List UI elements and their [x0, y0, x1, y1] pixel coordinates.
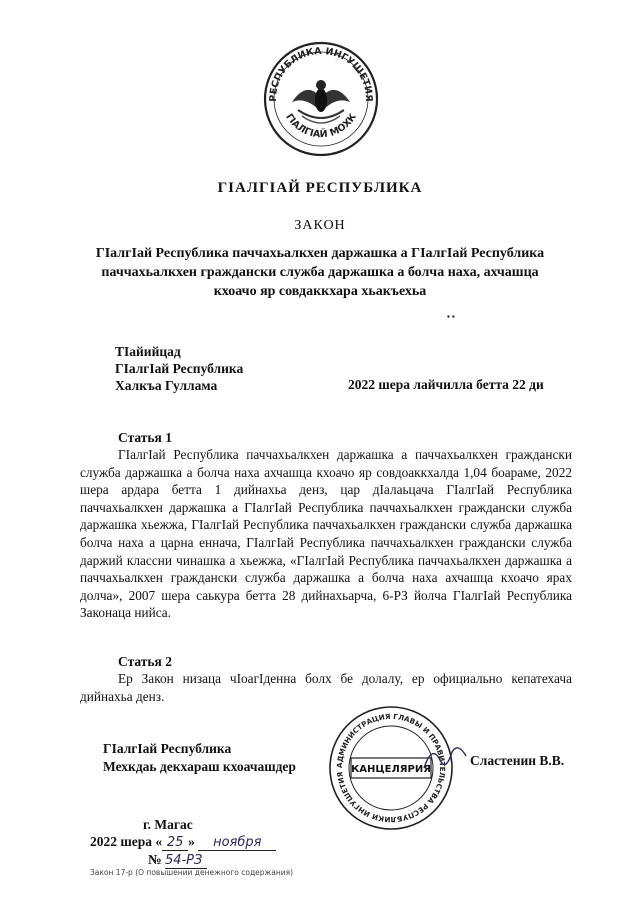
- number-prefix: №: [148, 852, 162, 867]
- law-title-line: паччахьалкхен граждански служба даржашка а болча наха, ахчашца: [101, 265, 539, 280]
- date-day: 25: [162, 835, 188, 851]
- article-1-heading: Статья 1: [118, 430, 172, 445]
- adoption-block: [115, 343, 243, 394]
- adoption-line: Халкъа Гуллама: [115, 378, 218, 393]
- svg-text:ГӀАЛГӀАЙ МОХК: [283, 112, 359, 141]
- republic-name: ГIАЛГIАЙ РЕСПУБЛИКА: [217, 180, 423, 196]
- stray-mark: ▪ ▪: [447, 312, 455, 321]
- eagle-icon: [292, 80, 350, 123]
- law-title-line: ГIалгIай Республика паччахьалкхен даржашка а ГIалгIай Республика: [95, 246, 545, 261]
- signing-date: [90, 834, 276, 851]
- adoption-line: ТIайийцад: [115, 344, 181, 359]
- signatory-position: [103, 740, 296, 776]
- emblem-bottom-text: ГӀАЛГӀАЙ МОХК: [283, 111, 359, 141]
- signatory-name: Сластенин В.В.: [470, 753, 565, 768]
- signatory-position-line: Мехкдаь декхараш кхоачашдер: [103, 759, 296, 774]
- footer-note: Закон 17-р (О повышении денежного содержания): [90, 868, 294, 877]
- document-type: ЗАКОН: [294, 218, 346, 233]
- republic-emblem: [262, 40, 380, 158]
- law-title: [70, 244, 570, 301]
- article-2-text: Ер Закон низаца чIоагIденна болх бе долалу, ер официально кепатехача дийнахьа денз.: [80, 671, 572, 704]
- article-1-text: ГIалгIай Республика паччахьалкхен даржашка а паччахьалкхен граждански служба даржашка а болча наха ахчашца кхоачо яр совдоаккхалда 1,04 боараме, 2022 шера ардара бетта 1 дийнахьа денз, цар дIалаьцача ГIалгIай Республика паччахьалкхен даржашка а ГIалгIай Республика паччахьалкхен граждански служба даржашка хьежжа, ГIалгIай Республика паччахьалкхен граждански служба даржашка болча наха а царна еннача, ГIалгIай Республика паччахьалкхен граждански служба даржий классни чинашка а хьежжа, «ГIалгIай Республика паччахьалкхен даржашка а паччахьалкхен граждански служба даржашка а болча наха ахчашца кхоачо ярах долча», 2007 шера саькура бетта 28 дийнахьарча, 6-РЗ йолча ГIалгIай Республика Законаца нийса.: [80, 447, 572, 621]
- stamp-center-text: КАНЦЕЛЯРИЯ: [351, 764, 431, 775]
- law-title-line: кхоачо яр совдаккхара хьакъехьа: [213, 284, 427, 299]
- adoption-date: 2022 шера лайчилла бетта 22 ди: [348, 377, 544, 392]
- signatory-position-line: ГIалгIай Республика: [103, 741, 232, 756]
- article-2-heading: Статья 2: [118, 654, 172, 669]
- adoption-line: ГIалгIай Республика: [115, 361, 244, 376]
- date-month: ноября: [198, 835, 276, 851]
- handwritten-signature: [420, 738, 470, 778]
- date-prefix: 2022 шера «: [90, 834, 163, 849]
- law-number: [148, 852, 207, 869]
- date-mid: »: [188, 834, 195, 849]
- number-value: 54-РЗ: [165, 853, 207, 869]
- emblem-top-text: РЕСПУБЛИКА ИНГУШЕТИЯ: [267, 45, 375, 102]
- city: г. Магас: [143, 817, 193, 832]
- stamp-ring-text: АДМИНИСТРАЦИЯ ГЛАВЫ И ПРАВИТЕЛЬСТВА РЕСПУБЛИКИ ИНГУШЕТИЯ: [334, 711, 448, 825]
